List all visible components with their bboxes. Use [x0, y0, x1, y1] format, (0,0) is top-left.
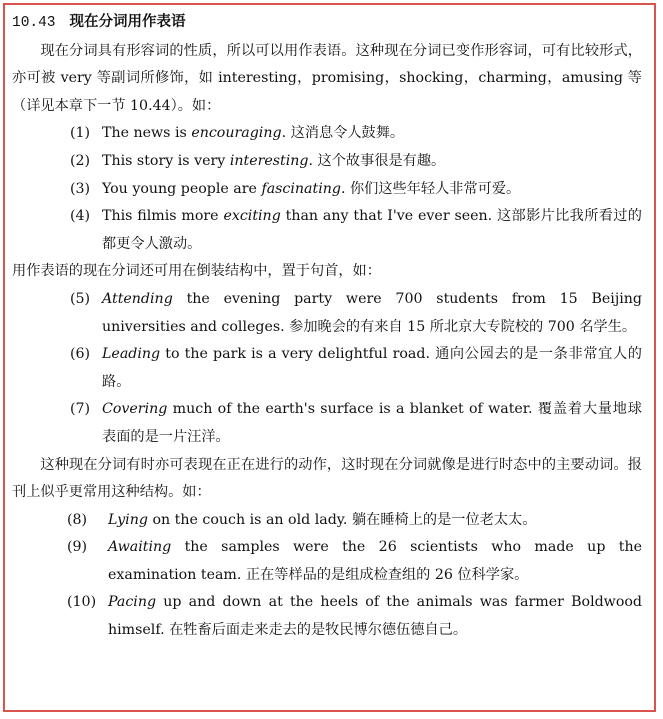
example-participle: Lying [108, 511, 148, 528]
example-number: (3) [70, 180, 91, 197]
example-text-after: than any that I've ever seen. 这部影片比我所看过的都更令人激动。 [102, 208, 642, 252]
example-participle: interesting [229, 152, 309, 169]
inversion-note: 用作表语的现在分词还可用在倒装结构中，置于句首，如： [12, 263, 381, 280]
example-participle: Covering [102, 401, 168, 418]
example-participle: exciting [223, 208, 281, 225]
example-text-before: You young people are [102, 180, 262, 197]
example-sentence [12, 286, 642, 341]
example-text-after: on the couch is an old lady. 躺在睡椅上的是一位老太太。 [147, 511, 537, 528]
example-participle: Leading [102, 346, 161, 363]
example-text-after: up and down at the heels of the animals was farmer Boldwood himself. 在牲畜后面走来走去的是牧民博尔德伍德自己。 [108, 594, 642, 639]
example-number: (7) [70, 401, 91, 418]
example-sentence [12, 148, 642, 176]
example-number: (2) [70, 152, 91, 169]
example-text-before: This story is very [102, 152, 230, 169]
example-text-after: the samples were the 26 scientists who made up the examination team. 正在等样品的是组成检查组的 26 位科学家。 [108, 539, 642, 583]
example-participle: Awaiting [108, 539, 172, 556]
intro-paragraph: 现在分词具有形容词的性质，所以可以用作表语。这种现在分词已变作形容词，可有比较形式，亦可被 very 等副词所修饰，如 interesting，promising，shocking，charming，amusing 等（详见本章下一节 10.44）。如： [12, 42, 642, 114]
example-text-after: much of the earth's surface is a blanket of water. 覆盖着大量地球表面的是一片汪洋。 [102, 401, 642, 445]
example-number: (6) [70, 346, 91, 363]
example-number: (10) [67, 594, 97, 611]
example-participle: Pacing [108, 594, 157, 611]
section-title: 现在分词用作表语 [69, 13, 186, 30]
example-number: (9) [67, 539, 88, 556]
example-number: (5) [70, 290, 91, 307]
example-sentence [12, 396, 642, 451]
example-number: (8) [67, 511, 88, 528]
example-participle: fascinating [261, 180, 341, 197]
examples-group-a [12, 120, 642, 258]
example-text-after: . 这消息令人鼓舞。 [281, 125, 405, 142]
example-sentence [12, 534, 642, 589]
examples-group-c [12, 507, 642, 645]
section-heading [12, 8, 642, 38]
example-number: (1) [70, 125, 91, 142]
example-sentence [12, 203, 642, 258]
example-sentence [12, 589, 642, 644]
example-text-before: The news is [102, 125, 192, 142]
example-text-after: . 这个故事很是有趣。 [308, 152, 446, 169]
example-number: (4) [70, 208, 91, 225]
example-sentence [12, 120, 642, 148]
example-sentence [12, 507, 642, 535]
progressive-note: 这种现在分词有时亦可表现在正在进行的动作，这时现在分词就像是进行时态中的主要动词。报刊上似乎更常用这种结构。如： [12, 456, 642, 501]
document-page [12, 8, 642, 645]
example-participle: Attending [102, 290, 173, 307]
section-number: 10.43 [12, 15, 56, 31]
example-text-before: This filmis more [102, 208, 224, 225]
example-sentence [12, 341, 642, 396]
example-text-after: . 你们这些年轻人非常可爱。 [340, 180, 521, 197]
example-sentence [12, 176, 642, 204]
example-participle: encouraging [191, 125, 282, 142]
example-text-after: the evening party were 700 students from 15 Beijing universities and colleges. 参加晚会的有来自 15 所北京大专院校的 700 名学生。 [102, 290, 642, 335]
example-text-after: to the park is a very delightful road. 通向公园去的是一条非常宜人的路。 [102, 346, 642, 390]
examples-group-b [12, 286, 642, 452]
